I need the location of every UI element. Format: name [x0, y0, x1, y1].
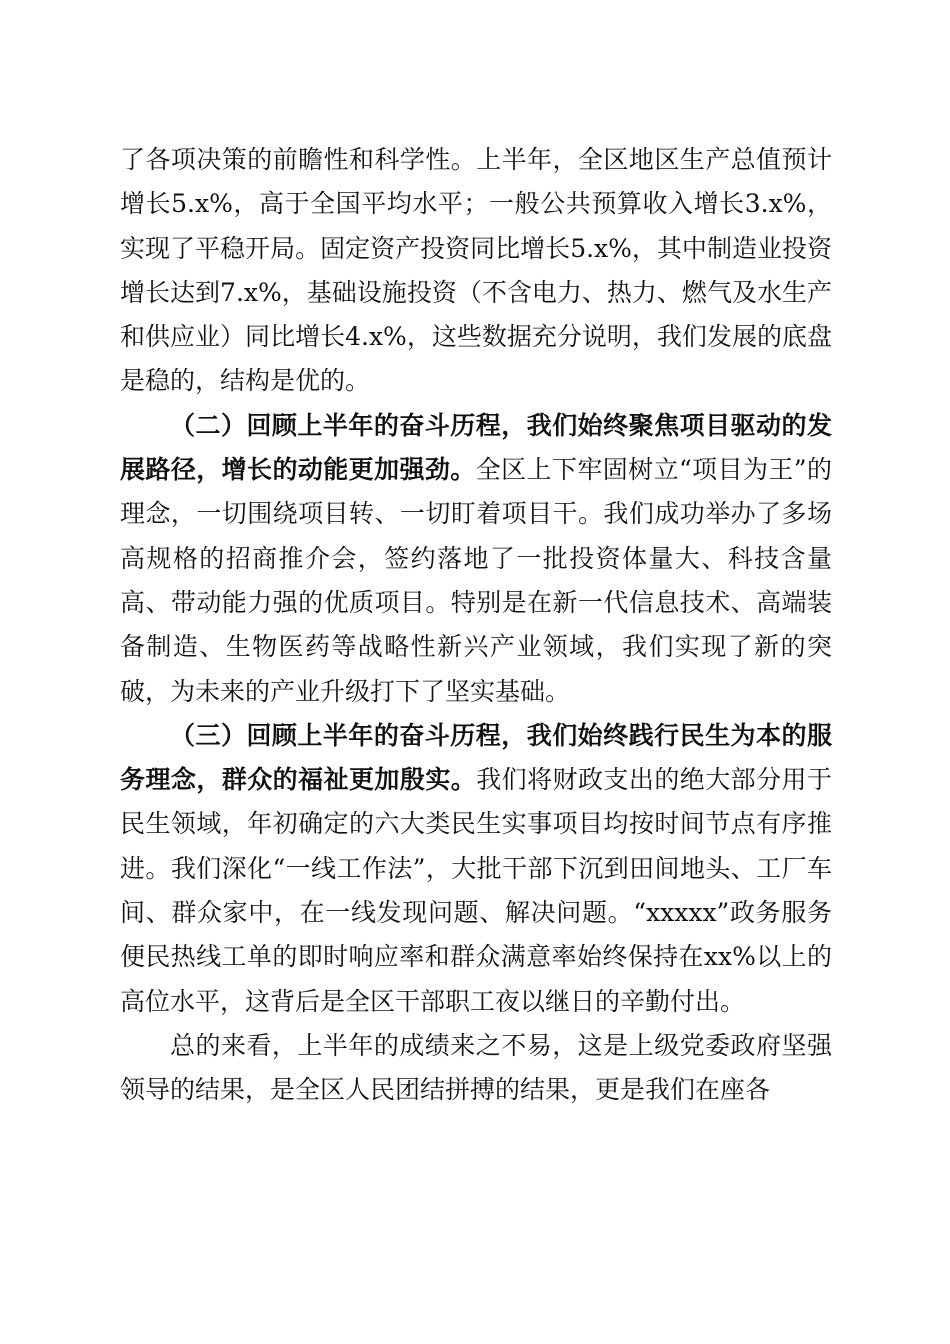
paragraph-summary [120, 1024, 832, 1113]
paragraph-section-two [120, 404, 832, 714]
paragraph-section-three [120, 714, 832, 1024]
paragraph-text: 全区上下牢固树立“项目为王”的理念，一切围绕项目转、一切盯着项目干。我们成功举办了多场高规格的招商推介会，签约落地了一批投资体量大、科技含量高、带动能力强的优质项目。特别是在新一代信息技术、高端装备制造、生物医药等战略性新兴产业领域，我们实现了新的突破，为未来的产业升级打下了坚实基础。 [120, 455, 832, 706]
paragraph-text: 我们将财政支出的绝大部分用于民生领域，年初确定的六大类民生实事项目均按时间节点有序推进。我们深化“一线工作法”，大批干部下沉到田间地头、工厂车间、群众家中，在一线发现问题、解决问题。“xxxxx”政务服务便民热线工单的即时响应率和群众满意率始终保持在xx%以上的高位水平，这背后是全区干部职工夜以继日的辛勤付出。 [120, 765, 832, 1016]
section-heading-two: （二）回顾上半年的奋斗历程，我们始终聚焦项目驱动的发展路径，增长的动能更加强劲。 [120, 410, 832, 485]
paragraph-continuation [120, 138, 832, 404]
document-body [120, 138, 832, 1113]
paragraph-text: 总的来看，上半年的成绩来之不易，这是上级党委政府坚强领导的结果，是全区人民团结拼搏的结果，更是我们在座各 [120, 1030, 832, 1105]
section-heading-three: （三）回顾上半年的奋斗历程，我们始终践行民生为本的服务理念，群众的福祉更加殷实。 [120, 720, 832, 795]
paragraph-text: 了各项决策的前瞻性和科学性。上半年，全区地区生产总值预计增长5.x%，高于全国平均水平；一般公共预算收入增长3.x%，实现了平稳开局。固定资产投资同比增长5.x%，其中制造业投资增长达到7.x%，基础设施投资（不含电力、热力、燃气及水生产和供应业）同比增长4.x%，这些数据充分说明，我们发展的底盘是稳的，结构是优的。 [120, 145, 832, 396]
